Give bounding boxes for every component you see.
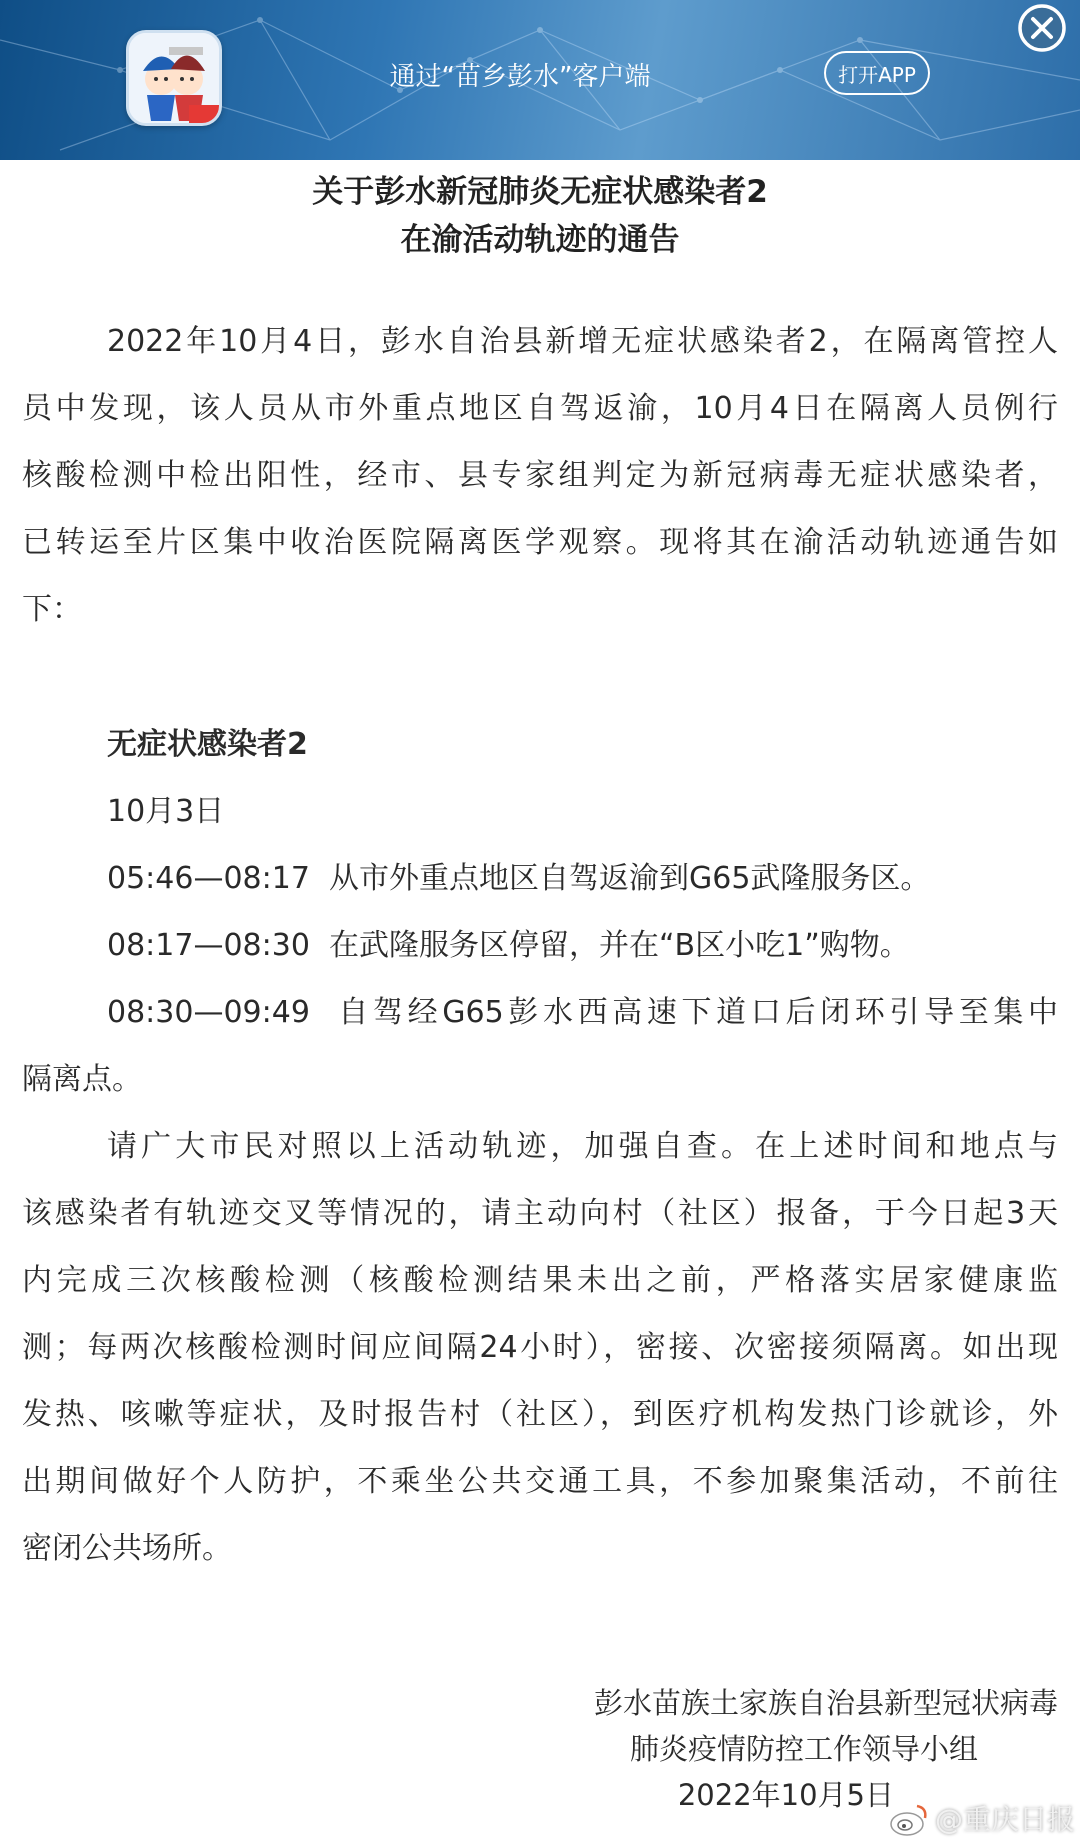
trajectory-item	[22, 979, 1058, 1046]
advice-line: 内完成三次核酸检测（核酸检测结果未出之前，严格落实居家健康监	[22, 1263, 1058, 1298]
trajectory-time: 08:17—08:30	[107, 928, 310, 963]
trajectory-date: 10月3日	[107, 794, 225, 829]
title-line-2: 在渝活动轨迹的通告	[400, 222, 680, 258]
advice-line: 请广大市民对照以上活动轨迹，加强自查。在上述时间和地点与	[107, 1129, 1058, 1164]
open-app-button[interactable]: 打开APP	[824, 51, 930, 95]
advice-line: 该感染者有轨迹交叉等情况的，请主动向村（社区）报备，于今日起3天	[22, 1196, 1058, 1231]
advice-line: 发热、咳嗽等症状，及时报告村（社区），到医疗机构发热门诊就诊，外	[22, 1397, 1058, 1432]
watermark-text: @重庆日报	[935, 1803, 1076, 1836]
intro-line: 员中发现，该人员从市外重点地区自驾返渝，10月4日在隔离人员例行	[22, 391, 1058, 426]
advice-line: 密闭公共场所。	[22, 1531, 232, 1566]
signature-line-1: 彭水苗族土家族自治县新型冠状病毒	[593, 1686, 1058, 1720]
signature-line-2: 肺炎疫情防控工作领导小组	[629, 1732, 978, 1766]
trajectory-desc: 自驾经G65彭水西高速下道口后闭环引导至集中	[338, 995, 1058, 1030]
intro-line: 核酸检测中检出阳性，经市、县专家组判定为新冠病毒无症状感染者，	[22, 458, 1058, 493]
advice-line: 测；每两次核酸检测时间应间隔24小时），密接、次密接须隔离。如出现	[22, 1330, 1058, 1365]
trajectory-time: 05:46—08:17	[107, 861, 310, 896]
trajectory-item	[22, 912, 1058, 979]
advice-paragraph	[22, 1113, 1058, 1582]
weibo-icon	[887, 1798, 931, 1842]
intro-line: 下：	[22, 592, 82, 627]
intro-line: 已转运至片区集中收治医院隔离医学观察。现将其在渝活动轨迹通告如	[22, 525, 1058, 560]
app-download-banner[interactable]	[0, 0, 1080, 160]
advice-line: 出期间做好个人防护，不乘坐公共交通工具，不参加聚集活动，不前往	[22, 1464, 1058, 1499]
notice-title	[0, 168, 1080, 264]
title-line-1: 关于彭水新冠肺炎无症状感染者2	[312, 174, 768, 210]
close-icon[interactable]	[1014, 2, 1070, 54]
trajectory-tail: 隔离点。	[22, 1062, 142, 1097]
case-heading: 无症状感染者2	[107, 727, 308, 762]
weibo-watermark	[887, 1798, 1080, 1842]
trajectory-time: 08:30—09:49	[107, 995, 310, 1030]
trajectory-item	[22, 845, 1058, 912]
banner-text: 通过“苗乡彭水”客户端	[389, 62, 651, 92]
trajectory-desc: 在武隆服务区停留，并在“B区小吃1”购物。	[329, 928, 910, 963]
signature-date: 2022年10月5日	[677, 1778, 894, 1812]
intro-line: 2022年10月4日，彭水自治县新增无症状感染者2，在隔离管控人	[107, 324, 1058, 359]
intro-paragraph	[22, 308, 1058, 643]
trajectory-section	[22, 711, 1058, 1113]
trajectory-desc: 从市外重点地区自驾返渝到G65武隆服务区。	[329, 861, 931, 896]
